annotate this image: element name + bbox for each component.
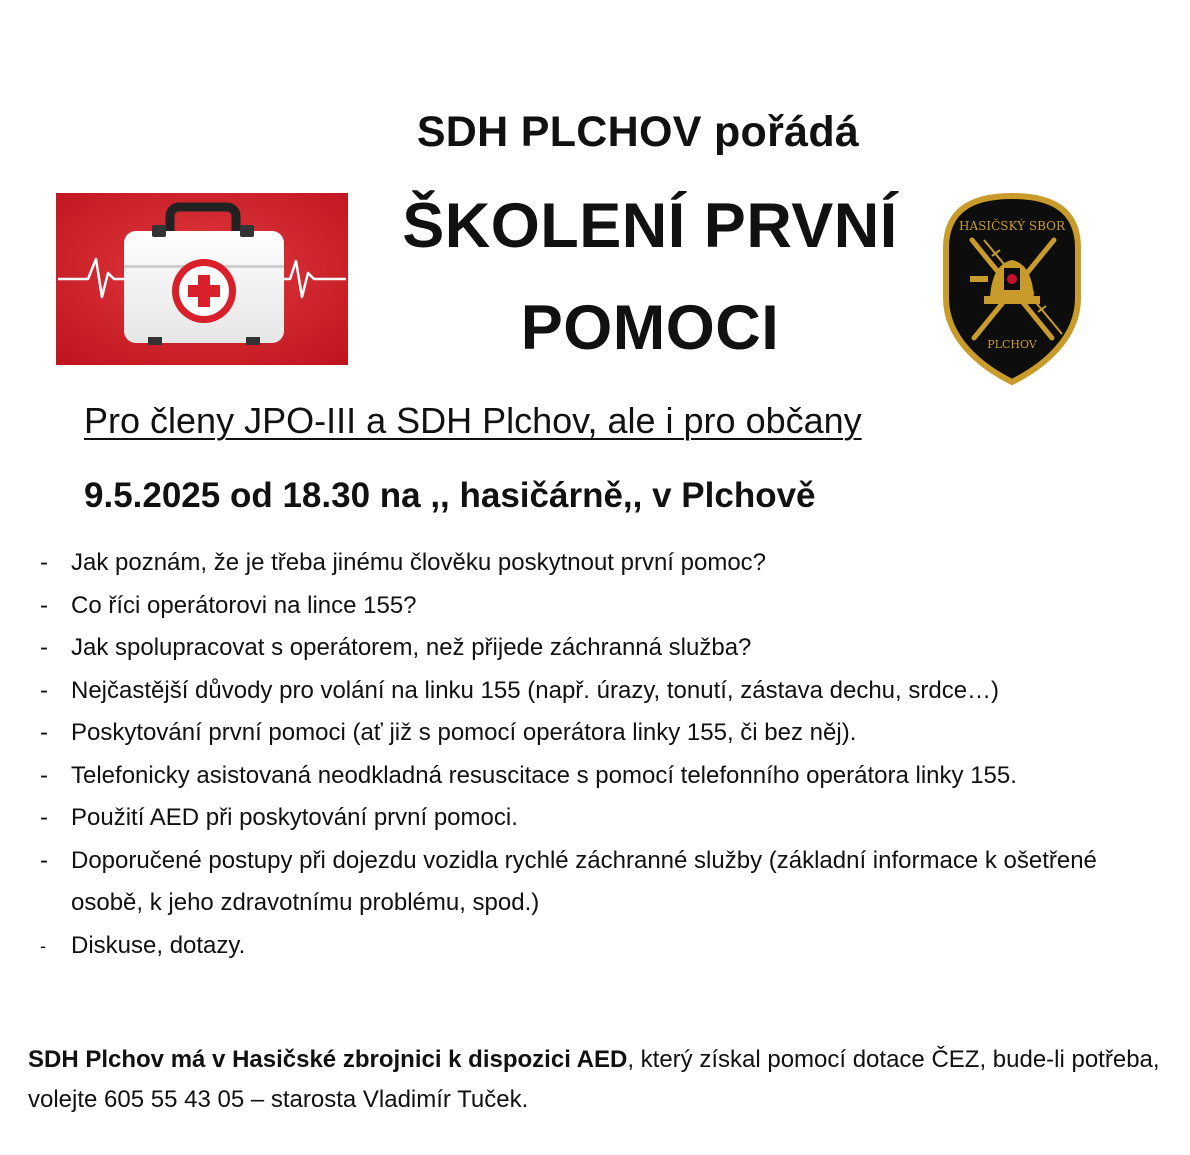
footer-note: [28, 1040, 1168, 1120]
list-item: - Použití AED při poskytování první pomoci.: [40, 797, 1180, 840]
list-item: - Doporučené postupy při dojezdu vozidla rychlé záchranné služby (základní informace k ošetřené osobě, k jeho zdravotnímu problému, spod.): [40, 840, 1180, 925]
audience-line: Pro členy JPO-III a SDH Plchov, ale i pro občany: [84, 400, 862, 441]
badge-bottom-text: PLCHOV: [987, 338, 1037, 351]
title-line-1: ŠKOLENÍ PRVNÍ: [402, 191, 898, 261]
topic-text: Nejčastější důvody pro volání na linku 155 (např. úrazy, tonutí, zástava dechu, srdce…): [71, 676, 1000, 704]
topic-text: Jak poznám, že je třeba jinému člověku poskytnout první pomoc?: [71, 549, 767, 576]
topic-text: Diskuse, dotazy.: [71, 931, 246, 959]
topic-text: Co říci operátorovi na lince 155?: [71, 591, 417, 619]
topic-text: Jak spolupracovat s operátorem, než přijede záchranná služba?: [71, 634, 752, 661]
topic-text: Poskytování první pomoci (ať již s pomocí operátora linky 155, či bez něj).: [71, 719, 857, 746]
list-item: - Telefonicky asistovaná neodkladná resuscitace s pomocí telefonního operátora linky 155.: [40, 755, 1180, 798]
list-item: - Jak poznám, že je třeba jinému člověku poskytnout první pomoc?: [40, 542, 1180, 585]
topic-text: Použití AED při poskytování první pomoci.: [71, 804, 518, 831]
footer-bold: SDH Plchov má v Hasičské zbrojnici k dispozici AED: [28, 1046, 628, 1073]
footer-rest: , který získal pomocí dotace ČEZ, bude-li potřeba, volejte 605 55 43 05 – starosta Vladimír Tuček.: [28, 1046, 1160, 1113]
date-time-place: 9.5.2025 od 18.30 na ,, hasičárně,, v Plchově: [84, 476, 816, 515]
topic-text: Telefonicky asistovaná neodkladná resuscitace s pomocí telefonního operátora linky 155.: [71, 761, 1017, 789]
list-item: - Diskuse, dotazy.: [40, 925, 1180, 968]
topics-list: [40, 542, 1180, 967]
badge-top-text: HASIČSKÝ SBOR: [958, 219, 1066, 233]
organizer-heading: SDH PLCHOV pořádá: [416, 108, 860, 156]
list-item: - Poskytování první pomoci (ať již s pomocí operátora linky 155, či bez něj).: [40, 712, 1180, 755]
list-item: - Jak spolupracovat s operátorem, než přijede záchranná služba?: [40, 627, 1180, 670]
topic-text: Doporučené postupy při dojezdu vozidla rychlé záchranné služby (základní informace k ošetřené osobě, k jeho zdravotnímu problému, spod.): [71, 846, 1097, 916]
list-item: - Co říci operátorovi na lince 155?: [40, 585, 1180, 628]
title-line-2: POMOCI: [520, 293, 780, 363]
list-item: - Nejčastější důvody pro volání na linku 155 (např. úrazy, tonutí, zástava dechu, srdce…): [40, 670, 1180, 713]
